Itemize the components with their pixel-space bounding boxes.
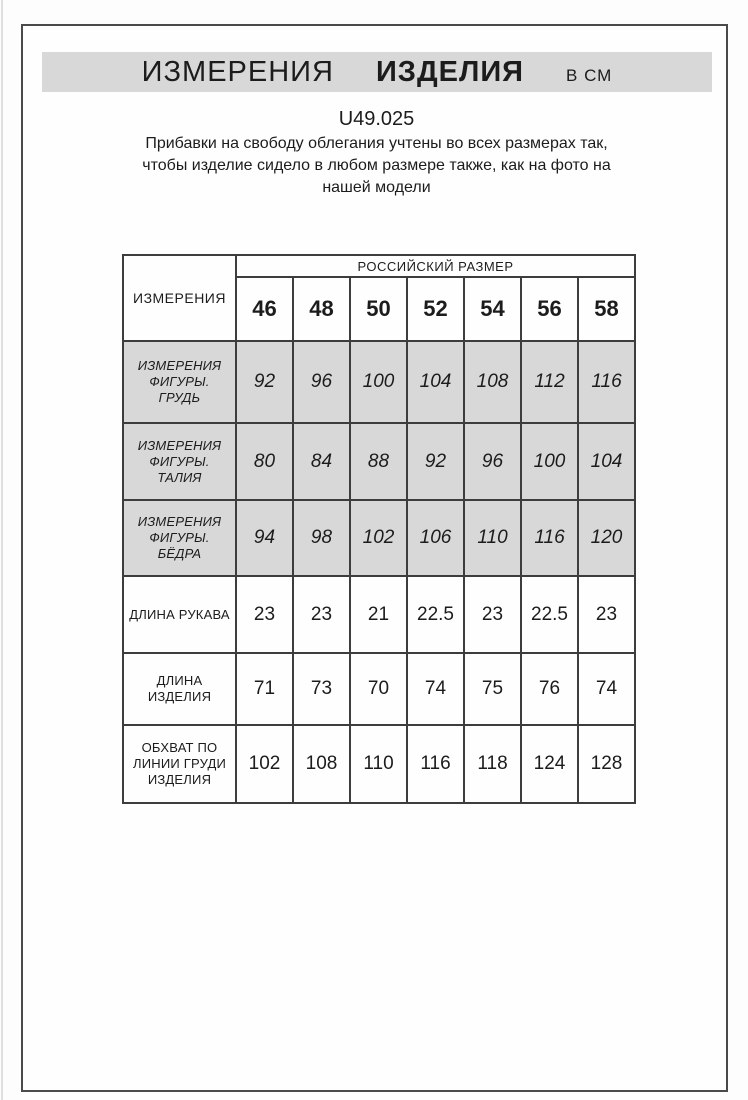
measurement-value: 102 <box>350 500 407 576</box>
measurement-value: 23 <box>293 576 350 653</box>
size-column-header: 58 <box>578 277 635 341</box>
measurement-value: 118 <box>464 725 521 803</box>
measurement-value: 23 <box>464 576 521 653</box>
measurement-value: 22.5 <box>407 576 464 653</box>
measurement-value: 75 <box>464 653 521 725</box>
measurement-value: 120 <box>578 500 635 576</box>
measurement-value: 104 <box>407 341 464 423</box>
table-row <box>123 341 635 423</box>
row-label: ИЗМЕРЕНИЯ ФИГУРЫ. БЁДРА <box>123 500 236 576</box>
corner-label: ИЗМЕРЕНИЯ <box>123 255 236 341</box>
measurement-value: 76 <box>521 653 578 725</box>
measurement-value: 23 <box>236 576 293 653</box>
measurement-value: 98 <box>293 500 350 576</box>
title-units: В СМ <box>566 66 613 85</box>
row-label: ИЗМЕРЕНИЯ ФИГУРЫ. ГРУДЬ <box>123 341 236 423</box>
size-group-row <box>123 255 635 277</box>
measurement-value: 70 <box>350 653 407 725</box>
measurement-value: 110 <box>350 725 407 803</box>
size-table <box>122 254 636 804</box>
document-frame <box>21 24 728 1092</box>
measurement-value: 94 <box>236 500 293 576</box>
measurement-value: 116 <box>578 341 635 423</box>
title-measurements: ИЗМЕРЕНИЯ <box>141 56 334 88</box>
measurement-value: 73 <box>293 653 350 725</box>
measurement-value: 92 <box>407 423 464 500</box>
measurement-value: 102 <box>236 725 293 803</box>
row-label: ОБХВАТ ПО ЛИНИИ ГРУДИ ИЗДЕЛИЯ <box>123 725 236 803</box>
measurement-value: 88 <box>350 423 407 500</box>
row-label: ДЛИНА ИЗДЕЛИЯ <box>123 653 236 725</box>
title-product: ИЗДЕЛИЯ <box>375 56 525 88</box>
fit-note-line: чтобы изделие сидело в любом размере также, как на фото на <box>142 157 611 174</box>
measurement-value: 74 <box>578 653 635 725</box>
measurement-value: 96 <box>293 341 350 423</box>
table-row <box>123 653 635 725</box>
fit-note <box>23 133 730 199</box>
table-row <box>123 423 635 500</box>
table-row <box>123 576 635 653</box>
measurement-value: 106 <box>407 500 464 576</box>
measurement-value: 116 <box>407 725 464 803</box>
measurement-value: 84 <box>293 423 350 500</box>
size-column-header: 54 <box>464 277 521 341</box>
measurement-value: 110 <box>464 500 521 576</box>
measurement-value: 104 <box>578 423 635 500</box>
size-column-header: 46 <box>236 277 293 341</box>
row-label: ИЗМЕРЕНИЯ ФИГУРЫ. ТАЛИЯ <box>123 423 236 500</box>
measurement-value: 108 <box>293 725 350 803</box>
size-column-header: 50 <box>350 277 407 341</box>
size-table-body <box>123 341 635 803</box>
title-bar <box>42 52 712 92</box>
size-column-header: 56 <box>521 277 578 341</box>
measurement-value: 100 <box>350 341 407 423</box>
fit-note-line: нашей модели <box>322 179 431 196</box>
measurement-value: 71 <box>236 653 293 725</box>
row-label: ДЛИНА РУКАВА <box>123 576 236 653</box>
size-column-header: 52 <box>407 277 464 341</box>
measurement-value: 74 <box>407 653 464 725</box>
measurement-value: 21 <box>350 576 407 653</box>
measurement-value: 96 <box>464 423 521 500</box>
measurement-value: 116 <box>521 500 578 576</box>
size-column-header: 48 <box>293 277 350 341</box>
russian-size-label: РОССИЙСКИЙ РАЗМЕР <box>236 255 635 277</box>
scan-edge-artifact <box>1 0 3 1100</box>
measurement-value: 108 <box>464 341 521 423</box>
measurement-value: 80 <box>236 423 293 500</box>
table-row <box>123 725 635 803</box>
fit-note-line: Прибавки на свободу облегания учтены во всех размерах так, <box>145 135 608 152</box>
article-number: U49.025 <box>338 108 415 130</box>
measurement-value: 23 <box>578 576 635 653</box>
measurement-value: 92 <box>236 341 293 423</box>
measurement-value: 100 <box>521 423 578 500</box>
measurement-value: 112 <box>521 341 578 423</box>
measurement-value: 128 <box>578 725 635 803</box>
table-row <box>123 500 635 576</box>
measurement-value: 22.5 <box>521 576 578 653</box>
measurement-value: 124 <box>521 725 578 803</box>
